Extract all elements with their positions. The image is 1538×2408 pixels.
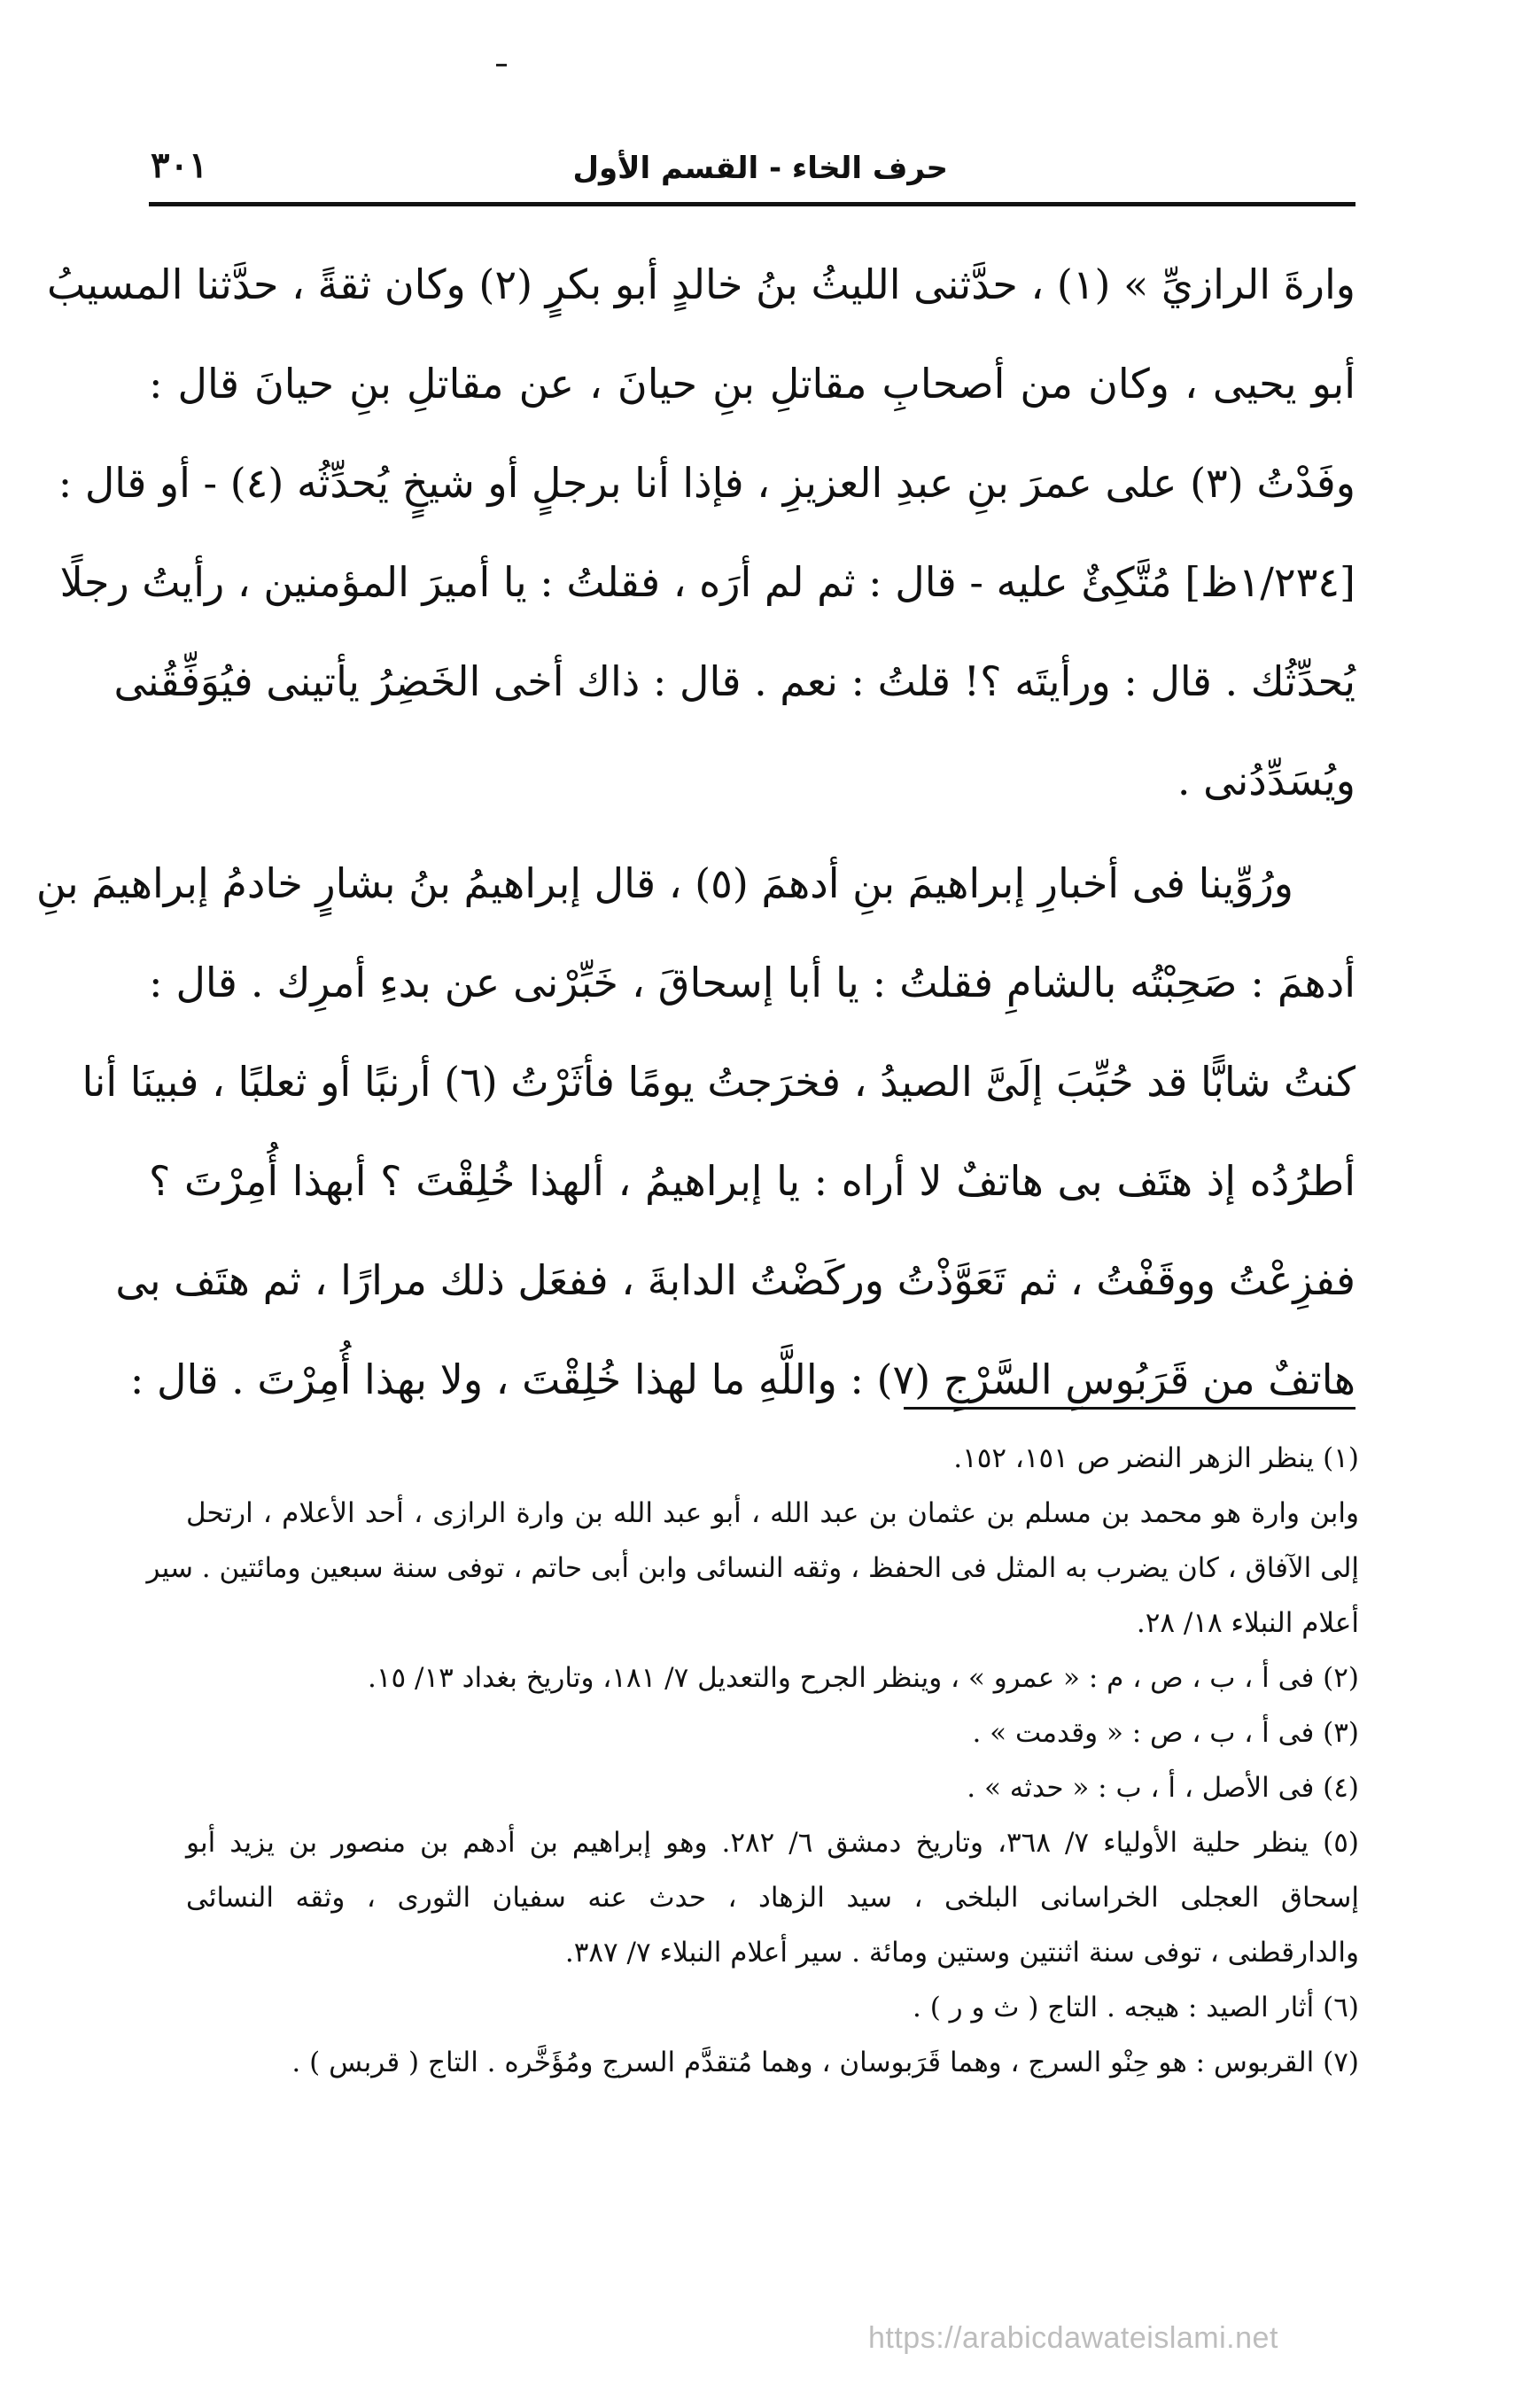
footnote-line: (٦) أثار الصيد : هيجه . التاج ( ث و ر ) .: [913, 1992, 1359, 2023]
footnote-line: (١) ينظر الزهر النضر ص ١٥١، ١٥٢.: [953, 1442, 1359, 1474]
text-line: [١/٢٣٤ظ] مُتَّكِئٌ عليه - قال : ثم لم أرَه ، فقلتُ : يا أميرَ المؤمنين ، رأيتُ رجلًا: [59, 558, 1355, 606]
text-line: أطرُدُه إذ هتَف بى هاتفٌ لا أراه : يا إبراهيمُ ، ألهذا خُلِقْتَ ؟ أبهذا أُمِرْتَ ؟: [149, 1157, 1355, 1205]
text-line: أبو يحيى ، وكان من أصحابِ مقاتلِ بنِ حيانَ ، عن مقاتلِ بنِ حيانَ قال :: [149, 360, 1355, 408]
footnote-line: (٣) فى أ ، ب ، ص : « وقدمت » .: [972, 1717, 1359, 1749]
text-line: أدهمَ : صَحِبْتُه بالشامِ فقلتُ : يا أبا إسحاقَ ، خَبِّرْنى عن بدءِ أمرِك . قال :: [149, 959, 1355, 1006]
text-line: ففزِعْتُ ووقَفْتُ ، ثم تَعَوَّذْتُ وركَضْتُ الدابةَ ، ففعَل ذلك مرارًا ، ثم هتَف بى: [115, 1256, 1355, 1304]
footnote-line: (٧) القربوس : هو حِنْو السرج ، وهما قَرَبوسان ، وهما مُتقدَّم السرج ومُؤَخَّره . التاج ( قربس ) .: [291, 2047, 1359, 2078]
text-line: وارةَ الرازيِّ » (١) ، حدَّثنى الليثُ بنُ خالدٍ أبو بكرٍ (٢) وكان ثقةً ، حدَّثنا المسيبُ: [47, 260, 1355, 308]
running-title: حرف الخاء - القسم الأول: [572, 151, 948, 186]
footnote-line: إلى الآفاق ، كان يضرب به المثل فى الحفظ ، وثقه النسائى وابن أبى حاتم ، توفى سنة سبعين ومائتين . سير: [146, 1552, 1359, 1584]
text-line: ورُوِّينا فى أخبارِ إبراهيمَ بنِ أدهمَ (٥) ، قال إبراهيمُ بنُ بشارٍ خادمُ إبراهيمَ بنِ: [35, 859, 1293, 907]
footnote-line: (٤) فى الأصل ، أ ، ب : « حدثه » .: [967, 1772, 1359, 1804]
text-line: وفَدْتُ (٣) على عمرَ بنِ عبدِ العزيزِ ، فإذا أنا برجلٍ أو شيخٍ يُحدِّثُه (٤) - أو قال :: [58, 459, 1355, 507]
text-line: هاتفٌ من قَرَبُوسِ السَّرْجِ (٧) : واللَّهِ ما لهذا خُلِقْتَ ، ولا بهذا أُمِرْتَ . قال :: [129, 1355, 1355, 1403]
footnote-line: والدارقطنى ، توفى سنة اثنتين وستين ومائة . سير أعلام النبلاء ٧/ ٣٨٧.: [564, 1937, 1359, 1969]
main-text: [35, 235, 1355, 1429]
text-line: ويُسَدِّدُنى .: [1177, 757, 1355, 804]
scan-speck: [496, 64, 507, 66]
footnote-line: إسحاق العجلى الخراسانى البلخى ، سيد الزهاد ، حدث عنه سفيان الثورى ، وثقه النسائى: [186, 1882, 1359, 1914]
page-header: [151, 124, 1355, 186]
header-rule: [149, 202, 1355, 206]
text-line: كنتُ شابًّا قد حُبِّبَ إلَىَّ الصيدُ ، فخرَجتُ يومًا فأثَرْتُ (٦) أرنبًا أو ثعلبًا ، فبينَا أنا: [82, 1058, 1355, 1106]
text-line: يُحدِّثُك . قال : ورأيتَه ؟! قلتُ : نعم . قال : ذاك أخى الخَضِرُ يأتينى فيُوَفِّقُنى: [113, 657, 1355, 705]
footnote-line: أعلام النبلاء ١٨/ ٢٨.: [1136, 1607, 1359, 1639]
footnote-line: (٥) ينظر حلية الأولياء ٧/ ٣٦٨، وتاريخ دمشق ٦/ ٢٨٢. وهو إبراهيم بن أدهم بن منصور بن يزيد أبو: [186, 1827, 1359, 1859]
footnote-line: (٢) فى أ ، ب ، ص ، م : « عمرو » ، وينظر الجرح والتعديل ٧/ ١٨١، وتاريخ بغداد ١٣/ ١٥.: [368, 1662, 1359, 1694]
watermark-url: https://arabicdawateislami.net: [868, 2321, 1278, 2355]
footnote-rule: [904, 1407, 1355, 1410]
footnote-line: وابن وارة هو محمد بن مسلم بن عثمان بن عبد الله ، أبو عبد الله بن وارة الرازى ، أحد الأعلام ، ارتحل: [186, 1497, 1359, 1529]
page-number: ٣٠١: [151, 144, 208, 186]
footnotes: [146, 1431, 1359, 2090]
